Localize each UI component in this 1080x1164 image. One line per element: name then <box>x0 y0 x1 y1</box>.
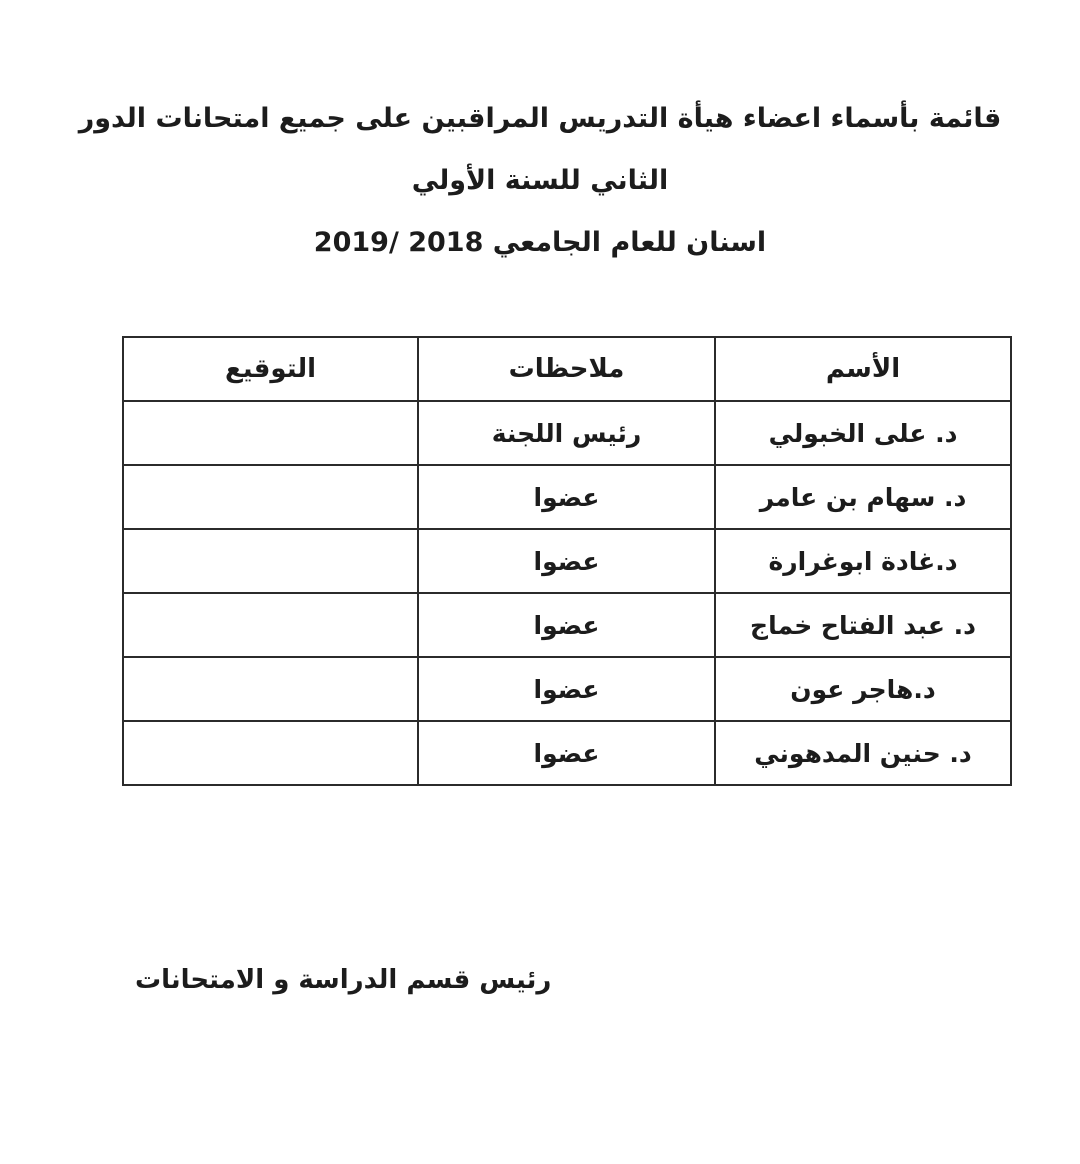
title-line-2: اسنان للعام الجامعي 2018 /2019 <box>313 227 767 258</box>
cell-name: د.هاجر عون <box>715 657 1011 721</box>
cell-signature <box>123 593 418 657</box>
cell-name: د. على الخبولي <box>715 401 1011 465</box>
cell-name: د. سهام بن عامر <box>715 465 1011 529</box>
table-row <box>123 465 1011 529</box>
cell-notes: عضوا <box>418 529 715 593</box>
signatory-title: رئيس قسم الدراسة و الامتحانات <box>135 965 552 995</box>
table-row <box>123 529 1011 593</box>
table-row <box>123 657 1011 721</box>
cell-notes: عضوا <box>418 721 715 785</box>
column-header-notes: ملاحظات <box>418 337 715 401</box>
cell-signature <box>123 721 418 785</box>
table-row <box>123 593 1011 657</box>
cell-signature <box>123 657 418 721</box>
invigilators-table <box>122 336 1012 786</box>
title-line-1: قائمة بأسماء اعضاء هيأة التدريس المراقبين على جميع امتحانات الدور الثاني للسنة الأولي <box>78 103 1002 196</box>
cell-name: د. حنين المدهوني <box>715 721 1011 785</box>
column-header-name: الأسم <box>715 337 1011 401</box>
table-row <box>123 721 1011 785</box>
cell-signature <box>123 529 418 593</box>
cell-name: د. عبد الفتاح خماج <box>715 593 1011 657</box>
cell-signature <box>123 465 418 529</box>
cell-notes: عضوا <box>418 657 715 721</box>
table-row <box>123 401 1011 465</box>
column-header-signature: التوقيع <box>123 337 418 401</box>
cell-notes: رئيس اللجنة <box>418 401 715 465</box>
cell-notes: عضوا <box>418 593 715 657</box>
cell-signature <box>123 401 418 465</box>
cell-name: د.غادة ابوغرارة <box>715 529 1011 593</box>
table-header-row <box>123 337 1011 401</box>
document-title <box>60 88 1020 274</box>
cell-notes: عضوا <box>418 465 715 529</box>
